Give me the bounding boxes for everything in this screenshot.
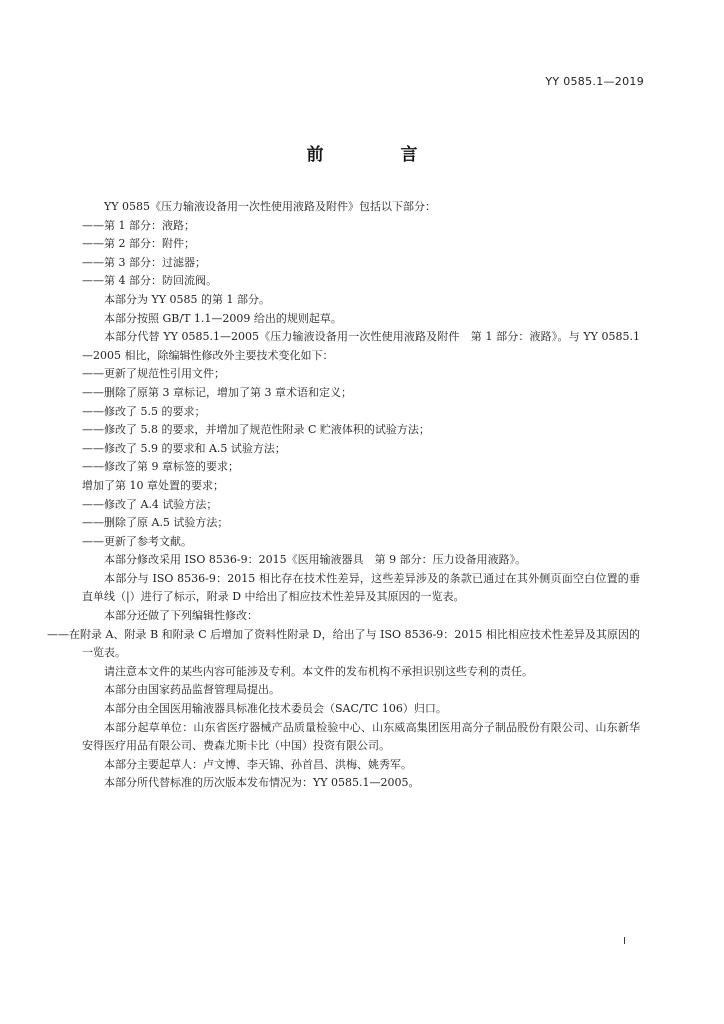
paragraph-iso-adoption: 本部分修改采用 ISO 8536-9：2015《医用输液器具 第 9 部分：压力设备用液路》。	[104, 553, 527, 567]
list-item-editorial-1: ——在附录 A、附录 B 和附录 C 后增加了资料性附录 D，给出了与 ISO 8536-9：2015 相比相应技术性差异及其原因的一览表。	[47, 627, 640, 660]
paragraph-intro: YY 0585《压力输液设备用一次性使用液路及附件》包括以下部分：	[104, 200, 437, 213]
list-item-change-6: ——修改了第 9 章标签的要求；	[82, 460, 239, 474]
list-item-change-10: ——更新了参考文献。	[82, 534, 192, 548]
paragraph-previous-editions: 本部分所代替标准的历次版本发布情况为：YY 0585.1—2005。	[104, 776, 420, 790]
list-item-part-4: ——第 4 部分：防回流阀。	[82, 274, 217, 288]
page-title: 前 言	[306, 145, 448, 165]
paragraph-this-part: 本部分为 YY 0585 的第 1 部分。	[104, 292, 270, 306]
list-item-part-3: ——第 3 部分：过滤器；	[82, 255, 206, 269]
list-item-change-5: ——修改了 5.9 的要求和 A.5 试验方法；	[82, 441, 286, 455]
page-number: I	[623, 936, 626, 947]
list-item-change-7: 增加了第 10 章处置的要求；	[82, 478, 224, 492]
paragraph-drafting-rules: 本部分按照 GB/T 1.1—2009 给出的规则起草。	[104, 311, 342, 325]
document-body	[47, 198, 640, 793]
paragraph-replaces: 本部分代替 YY 0585.1—2005《压力输液设备用一次性使用液路及附件 第 1 部分：液路》。与 YY 0585.1—2005 相比，除编辑性修改外主要技术变化如下：	[82, 330, 640, 362]
list-item-change-2: ——删除了原第 3 章标记，增加了第 3 章术语和定义；	[82, 385, 352, 399]
paragraph-technical-differences: 本部分与 ISO 8536-9：2015 相比存在技术性差异，这些差异涉及的条款已通过在其外侧页面空白位置的垂直单线（|）进行了标示，附录 D 中给出了相应技术性差异及其原因的一览表。	[82, 571, 640, 604]
paragraph-editorial-changes: 本部分还做了下列编辑性修改：	[104, 609, 258, 623]
list-item-part-2: ——第 2 部分：附件；	[82, 237, 195, 251]
list-item-change-9: ——删除了原 A.5 试验方法；	[82, 516, 229, 530]
list-item-change-4: ——修改了 5.8 的要求，并增加了规范性附录 C 贮液体积的试验方法；	[82, 423, 430, 437]
header-standard-code: YY 0585.1—2019	[545, 75, 644, 88]
list-item-change-8: ——修改了 A.4 试验方法；	[82, 497, 218, 511]
paragraph-proposed-by: 本部分由国家药品监督管理局提出。	[104, 683, 280, 697]
list-item-change-3: ——修改了 5.5 的要求；	[82, 404, 206, 418]
list-item-change-1: ——更新了规范性引用文件；	[82, 367, 225, 381]
paragraph-drafting-units: 本部分起草单位：山东省医疗器械产品质量检验中心、山东威高集团医用高分子制品股份有限公司、山东新华安得医疗用品有限公司、费森尤斯卡比（中国）投资有限公司。	[82, 720, 640, 753]
paragraph-patent-notice: 请注意本文件的某些内容可能涉及专利。本文件的发布机构不承担识别这些专利的责任。	[104, 664, 533, 678]
paragraph-drafters: 本部分主要起草人：卢文博、李天锦、孙首昌、洪梅、姚秀军。	[104, 757, 412, 771]
paragraph-centralized-by: 本部分由全国医用输液器具标准化技术委员会（SAC/TC 106）归口。	[104, 702, 447, 716]
list-item-part-1: ——第 1 部分：液路；	[82, 218, 195, 232]
